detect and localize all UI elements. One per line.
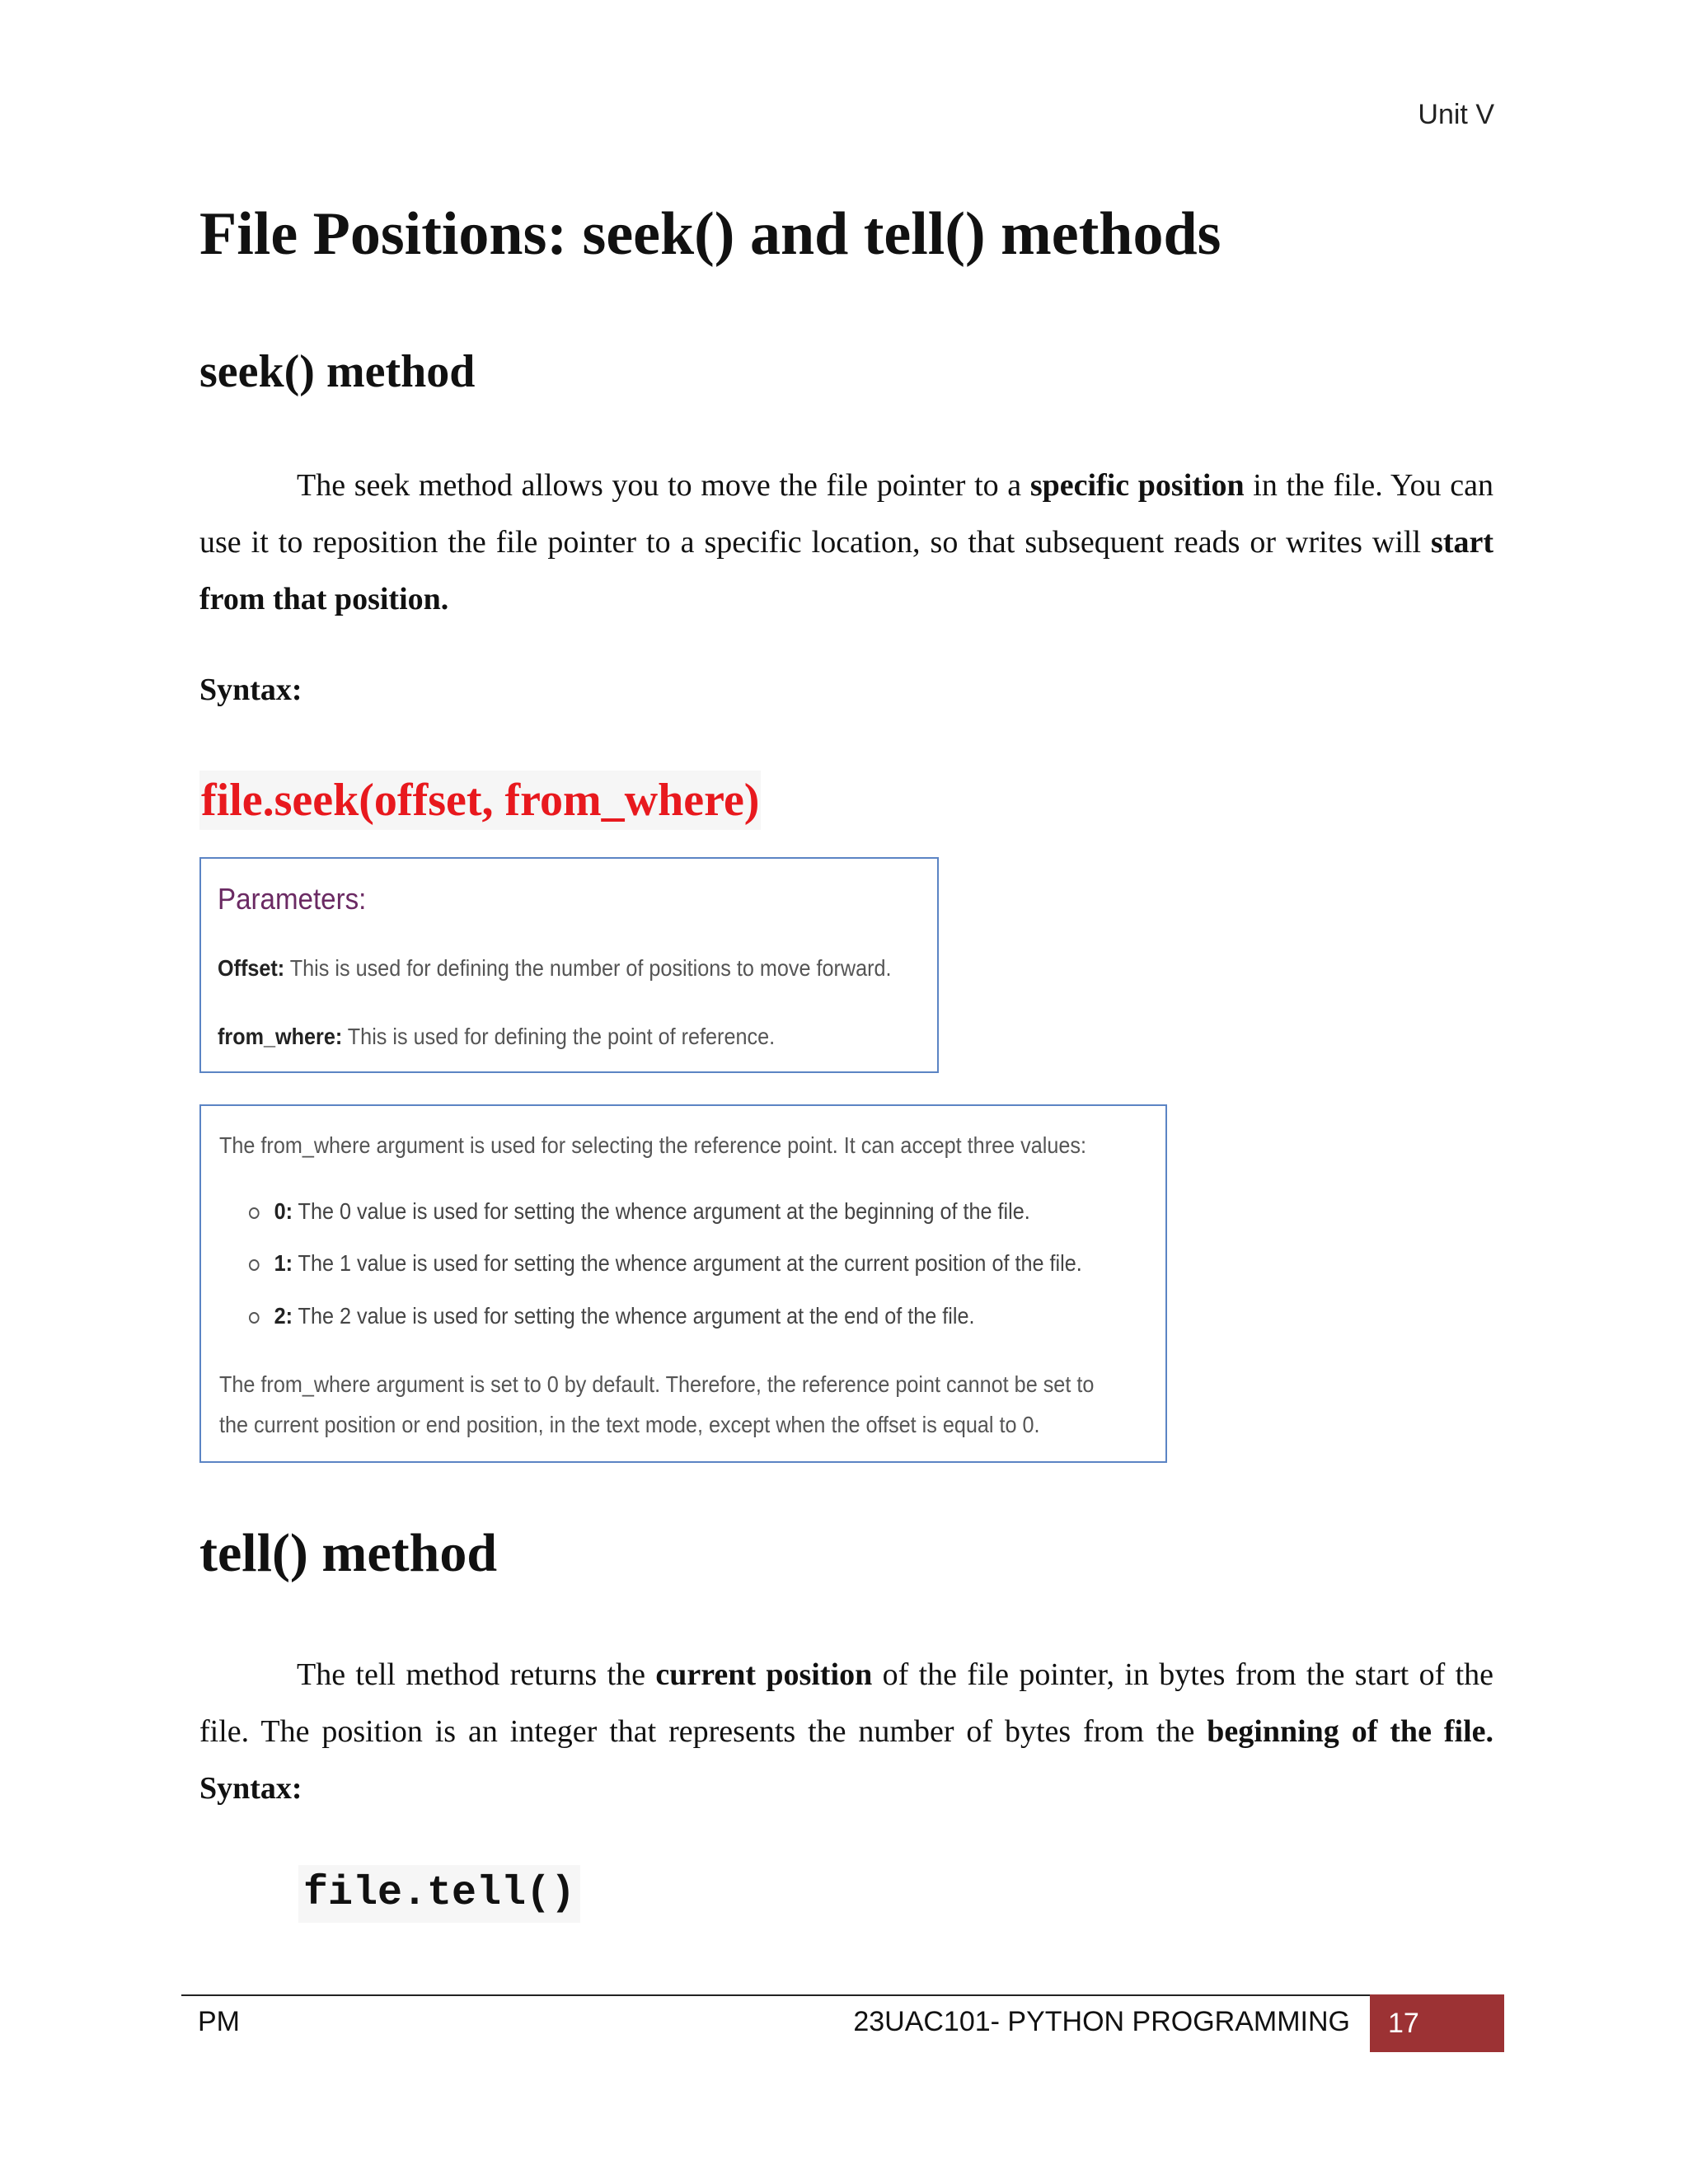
tell-desc-bold-1: current position — [655, 1657, 873, 1692]
footer-course-title: 23UAC101- PYTHON PROGRAMMING — [853, 2006, 1350, 2037]
tell-description — [199, 1647, 1493, 1817]
value-text: The 2 value is used for setting the whence argument at the end of the file. — [293, 1303, 975, 1329]
value-item — [249, 1303, 974, 1329]
seek-desc-bold-1: specific position — [1029, 468, 1245, 503]
tell-desc-part-1: The tell method returns the — [297, 1657, 656, 1692]
value-text: The 1 value is used for setting the whence argument at the current position of the file. — [293, 1250, 1082, 1276]
from-where-values-box — [199, 1104, 1167, 1463]
param-from-where — [218, 1024, 775, 1050]
seek-desc-bold-2: start from that position. — [199, 525, 1493, 616]
footer-divider — [181, 1994, 1504, 1996]
seek-method-heading: seek() method — [199, 346, 476, 397]
param-offset-desc: This is used for defining the number of positions to move forward. — [284, 955, 892, 981]
tell-desc-bold-2: beginning of the file. Syntax: — [199, 1714, 1493, 1806]
seek-desc-part-2: in the file. You can use it to reposition the file pointer to a specific location, so that subsequent reads or writes will — [199, 468, 1493, 560]
circle-bullet-icon — [249, 1312, 260, 1324]
parameters-box — [199, 857, 939, 1073]
param-from-name: from_where: — [218, 1024, 343, 1049]
circle-bullet-icon — [249, 1259, 260, 1271]
values-note-line-1: The from_where argument is set to 0 by default. Therefore, the reference point cannot be set to — [219, 1371, 1095, 1397]
param-from-desc: This is used for defining the point of reference. — [342, 1024, 776, 1049]
value-text: The 0 value is used for setting the whence argument at the beginning of the file. — [293, 1198, 1030, 1224]
values-note-line-2: the current position or end position, in the text mode, except when the offset is equal to 0. — [219, 1412, 1040, 1437]
header-unit-label: Unit V — [1418, 99, 1494, 130]
seek-description — [199, 457, 1493, 628]
parameters-title: Parameters: — [218, 882, 367, 916]
seek-desc-part-1: The seek method allows you to move the file pointer to a — [297, 468, 1030, 503]
values-intro: The from_where argument is used for selecting the reference point. It can accept three values: — [219, 1132, 1086, 1158]
page-title: File Positions: seek() and tell() methods — [199, 200, 1221, 268]
value-key: 0: — [274, 1198, 293, 1224]
value-item — [249, 1250, 1082, 1277]
value-item — [249, 1198, 1030, 1225]
seek-syntax-code: file.seek(offset, from_where) — [199, 771, 761, 830]
footer-author: PM — [198, 2006, 240, 2037]
page-number-badge: 17 — [1370, 1994, 1504, 2052]
tell-syntax-code: file.tell() — [298, 1865, 580, 1923]
tell-method-heading: tell() method — [199, 1523, 498, 1583]
value-key: 1: — [274, 1250, 293, 1276]
param-offset-name: Offset: — [218, 955, 285, 981]
circle-bullet-icon — [249, 1207, 260, 1219]
param-offset — [218, 955, 892, 982]
tell-desc-part-2: of the file pointer, in bytes from the start of the file. The position is an integer that represents the number of bytes from the — [199, 1657, 1494, 1749]
seek-syntax-label: Syntax: — [199, 673, 302, 707]
value-key: 2: — [274, 1303, 293, 1329]
